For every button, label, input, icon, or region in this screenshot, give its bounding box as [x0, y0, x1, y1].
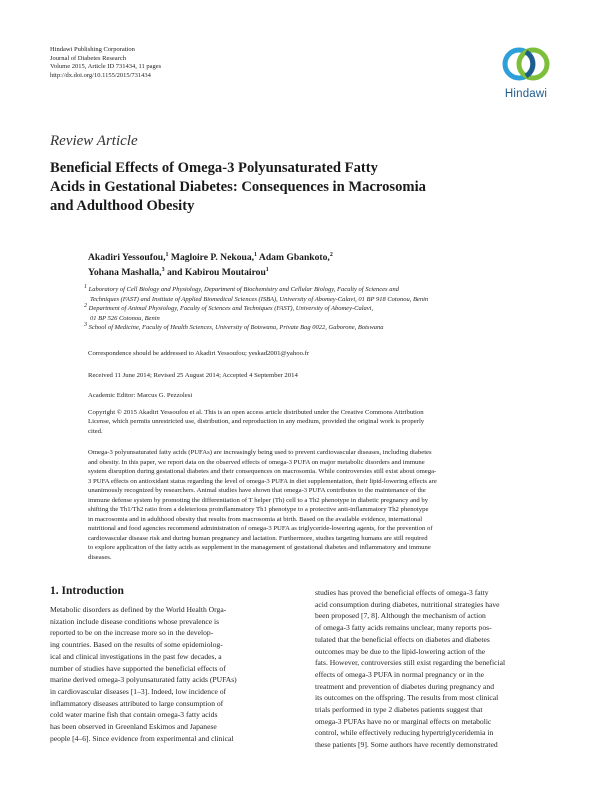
body-line: in cardiovascular diseases [1–3]. Indeed, low incidence of: [50, 686, 227, 696]
abstract-line: immune defense system by promoting the differentiation of T helper (Th) cell to a Th2 phenotype in diabetic pregnancy and by: [88, 496, 429, 504]
received-dates: Received 11 June 2014; Revised 25 August 2014; Accepted 4 September 2014: [88, 372, 298, 379]
author-list: [88, 250, 558, 280]
author-name: and Kabirou Moutairou: [166, 267, 266, 278]
body-line: tulated that the beneficial effects on diabetes and diabetes: [315, 634, 490, 644]
author-affil-sup: 2: [329, 251, 333, 258]
abstract-line: to explore application of the fatty acids as supplement in the management of gestational diabetes and inflammatory and immune: [88, 544, 431, 551]
abstract-line: diseases.: [88, 553, 112, 561]
publisher-name: Hindawi Publishing Corporation: [50, 46, 135, 53]
logo-wordmark: Hindawi: [504, 88, 548, 100]
affiliation-line: [84, 285, 559, 295]
affiliation-line: [84, 323, 559, 333]
author-affil-sup: 1: [265, 266, 269, 273]
body-line: Metabolic disorders as defined by the World Health Orga-: [50, 605, 227, 614]
abstract: [88, 448, 554, 562]
abstract-line: cardiovascular disease risk and during human pregnancy and lactation. Furthermore, studies targeting humans are still required: [88, 534, 428, 542]
doi-link[interactable]: http://dx.doi.org/10.1155/2015/731434: [50, 71, 151, 79]
affiliation-text: School of Medicine, Faculty of Health Sciences, University of Botswana, Private Bag 0022, Gaborone, Botswana: [88, 324, 384, 332]
author-affil-sup: 1: [254, 251, 258, 258]
body-line: trials performed in type 2 diabetes patients suggest that: [315, 705, 483, 715]
title-line: Acids in Gestational Diabetes: Consequences in Macrosomia: [50, 179, 426, 195]
abstract-line: unanimously recognized by researchers. Animal studies have shown that omega-3 PUFA contributes to the maintenance of the: [88, 487, 426, 494]
body-line: studies has proved the beneficial effects of omega-3 fatty: [315, 588, 489, 597]
journal-header: [50, 46, 161, 80]
abstract-line: shifting the Th1/Th2 ratio from a deleterious proinflammatory Th1 phenotype to a protective anti-inflammatory Th2 phenotype: [88, 506, 429, 513]
abstract-line: Omega-3 polyunsaturated fatty acids (PUFAs) are increasingly being used to prevent cardiovascular diseases, including diabetes: [88, 449, 432, 456]
author-name: Yohana Mashalla,: [88, 267, 162, 278]
body-line: omega-3 PUFAs have no or marginal effects on metabolic: [315, 716, 492, 726]
body-line: cold water marine fish that contain omega-3 fatty acids: [50, 710, 218, 720]
body-line: control, while effectively reducing hypertriglyceridemia in: [315, 728, 494, 738]
author-name: Akadiri Yessoufou,: [88, 252, 166, 263]
volume-info: Volume 2015, Article ID 731434, 11 pages: [50, 63, 162, 70]
body-line: ing countries. Based on the results of some epidemiolog-: [50, 640, 223, 650]
academic-editor: Academic Editor: Marcus G. Pezzolesi: [88, 392, 193, 399]
copyright-notice: [88, 408, 554, 436]
body-line: ical and clinical investigations in the past few decades, a: [50, 651, 222, 661]
body-line: fats. However, controversies still exist regarding the beneficial: [315, 658, 506, 668]
author-name: Magloire P. Nekoua,: [170, 252, 255, 263]
body-line: has been observed in Greenland Eskimos and Japanese: [50, 722, 217, 732]
affiliation-text: Department of Animal Physiology, Faculty of Sciences and Techniques (FAST), University of Abomey-Calavi,: [88, 305, 374, 313]
article-title: [50, 159, 550, 216]
affiliation-number: 3: [84, 322, 87, 329]
author-affil-sup: 3: [161, 266, 165, 273]
copyright-line: License, which permits unrestricted use, distribution, and reproduction in any medium, provided the original work is properly: [88, 418, 425, 426]
affiliation-number: 2: [84, 303, 87, 310]
body-line: acid consumption during diabetes, nutritional strategies have: [315, 599, 500, 609]
body-line: reported to be on the increase more so in the develop-: [50, 628, 214, 638]
body-line: treatment and prevention of diabetes during pregnancy and: [315, 681, 495, 691]
abstract-line: nutritional and food agencies recommend administration of omega-3 PUFA as triglyceride-lowering agents, for the prevention of: [88, 525, 433, 532]
body-line: been proposed [7, 8]. Although the mechanism of action: [315, 611, 486, 621]
abstract-line: system disruption during gestational diabetes and their consequences on macrosomia. While controversies still exist about omega-: [88, 468, 437, 475]
body-line: its outcomes on the offspring. The results from most clinical: [315, 693, 499, 703]
body-line: outcomes may be due to the lipid-lowering action of the: [315, 646, 486, 656]
body-line: nization include disease conditions whose prevalence is: [50, 616, 220, 626]
hindawi-rings-icon: [497, 42, 555, 88]
affiliation-text: Laboratory of Cell Biology and Physiology, Department of Biochemistry and Cellular Biology, Faculty of Sciences and: [88, 286, 399, 293]
affiliation-line: [84, 304, 559, 314]
abstract-line: and obesity. In this paper, we report data on the observed effects of omega-3 PUFA on major metabolic disorders and immune: [88, 458, 425, 466]
hindawi-logo: [497, 42, 555, 106]
abstract-line: 3 PUFA effects on antioxidant status regarding the level of omega-3 PUFA in diet supplementation, their lipid-lowering effects are: [88, 477, 437, 485]
title-line: and Adulthood Obesity: [50, 198, 195, 214]
body-line: inflammatory diseases attributed to large consumption of: [50, 698, 224, 708]
affiliation-number: 1: [84, 283, 87, 290]
affiliations: [84, 285, 559, 333]
author-name: Adam Gbankoto,: [258, 252, 330, 263]
copyright-line: Copyright © 2015 Akadiri Yessoufou et al. This is an open access article distributed under the Creative Commons Attribution: [88, 409, 424, 416]
author-affil-sup: 1: [165, 251, 169, 258]
journal-name: Journal of Diabetes Research: [50, 54, 126, 62]
abstract-line: in macrosomia and in adulthood obesity that results from macrosomia at birth. Based on the available evidence, international: [88, 515, 423, 523]
section-heading: 1. Introduction: [50, 585, 124, 597]
body-line: marine derived omega-3 polyunsaturated fatty acids (PUFAs): [50, 675, 237, 685]
body-line: people [4–6]. Since evidence from experimental and clinical: [50, 733, 234, 743]
copyright-line: cited.: [88, 427, 103, 435]
title-line: Beneficial Effects of Omega-3 Polyunsaturated Fatty: [50, 160, 378, 176]
affiliation-line: Techniques (FAST) and Institute of Applied Biomedical Sciences (ISBA), University of Abomey-Calavi, 01 BP 918 Cotonou, Benin: [90, 295, 429, 303]
affiliation-line: 01 BP 526 Cotonou, Benin: [90, 314, 160, 322]
body-line: effects of omega-3 PUFA in normal pregnancy or in the: [315, 669, 485, 679]
body-column-left: [50, 604, 282, 744]
correspondence: Correspondence should be addressed to Akadiri Yessoufou; yeskad2001@yahoo.fr: [88, 350, 310, 357]
body-column-right: [315, 587, 547, 751]
article-type: Review Article: [50, 133, 138, 149]
body-line: number of studies have supported the beneficial effects of: [50, 663, 226, 673]
body-line: these patients [9]. Some authors have recently demonstrated: [315, 740, 498, 750]
body-line: of omega-3 fatty acids remains unclear, many reports pos-: [315, 623, 492, 633]
